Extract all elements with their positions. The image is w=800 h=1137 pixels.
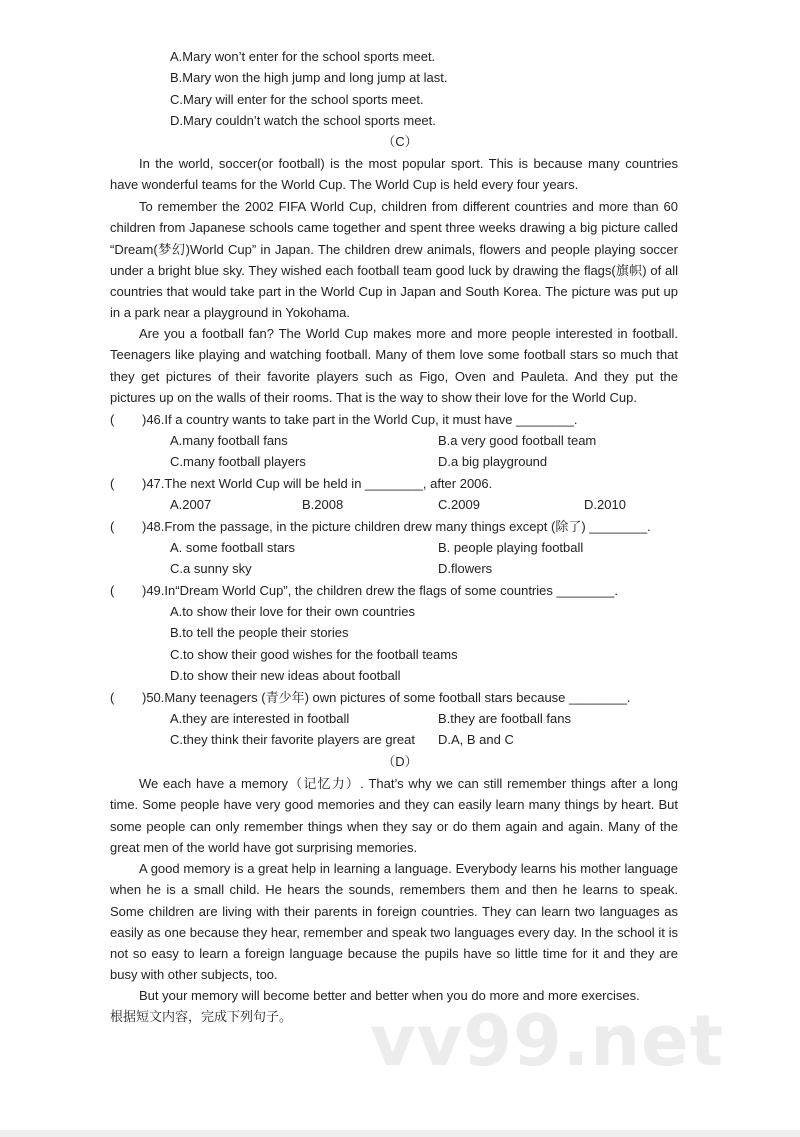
q48-option-d: D.flowers [438, 561, 493, 576]
question-47-stem: )47.The next World Cup will be held in ________, after 2006. [142, 476, 493, 491]
answer-paren[interactable]: ( [110, 412, 115, 427]
section-c-paragraph-3: Are you a football fan? The World Cup makes more and more people interested in football. Teenagers like playing and watching football. Many of them love some football stars so much that they get pictures of their favorite players such as Figo, Oven and Pauleta. And they put the pictures up on the walls of their rooms. That is the way to show their love for the World Cup. [110, 326, 678, 405]
answer-paren[interactable]: ( [110, 476, 115, 491]
q46-option-d: D.a big playground [438, 454, 548, 469]
answer-paren[interactable]: ( [110, 690, 115, 705]
q47-option-a: A.2007 [170, 497, 212, 512]
q48-option-b: B. people playing football [438, 540, 584, 555]
page-bottom-edge [0, 1130, 800, 1137]
q48-option-a: A. some football stars [170, 540, 295, 555]
q50-option-d: D.A, B and C [438, 732, 514, 747]
q47-option-c: C.2009 [438, 497, 480, 512]
section-d-instruction: 根据短文内容，完成下列句子。 [110, 1010, 293, 1025]
section-d-label: （D） [382, 754, 418, 769]
option-b-a: A.Mary won’t enter for the school sports meet. [170, 49, 436, 64]
section-d-paragraph-3: But your memory will become better and better when you do more and more exercises. [139, 988, 640, 1003]
q50-option-c: C.they think their favorite players are great [170, 732, 415, 747]
q49-option-c: C.to show their good wishes for the football teams [170, 647, 458, 662]
q49-option-b: B.to tell the people their stories [170, 625, 349, 640]
q49-option-d: D.to show their new ideas about football [170, 668, 401, 683]
question-48-stem: )48.From the passage, in the picture children drew many things except (除了) ________. [142, 519, 651, 534]
section-c-paragraph-1: In the world, soccer(or football) is the most popular sport. This is because many countries have wonderful teams for the World Cup. The World Cup is held every four years. [110, 156, 678, 193]
question-46-stem: )46.If a country wants to take part in the World Cup, it must have ________. [142, 412, 578, 427]
q47-option-b: B.2008 [302, 497, 344, 512]
option-b-c: C.Mary will enter for the school sports meet. [170, 92, 424, 107]
q50-option-a: A.they are interested in football [170, 711, 350, 726]
section-d-paragraph-2: A good memory is a great help in learning a language. Everybody learns his mother language when he is a small child. He hears the sounds, remembers them and then he learns to speak. Some children are living with their parents in foreign countries. They can learn two languages as easily as one because they hear, remember and speak two languages every day. In the school it is not so easy to learn a foreign language because the pupils have so little time for it and they are busy with other subjects, too. [110, 861, 678, 983]
question-50-stem: )50.Many teenagers (青少年) own pictures of some football stars because ________. [142, 690, 631, 705]
q50-option-b: B.they are football fans [438, 711, 571, 726]
q46-option-b: B.a very good football team [438, 433, 597, 448]
watermark-text: vv99.net [370, 1000, 725, 1082]
section-c-label: （C） [382, 134, 418, 149]
option-b-d: D.Mary couldn’t watch the school sports meet. [170, 113, 436, 128]
question-49-stem: )49.In“Dream World Cup”, the children drew the flags of some countries ________. [142, 583, 618, 598]
option-b-b: B.Mary won the high jump and long jump at last. [170, 70, 448, 85]
q48-option-c: C.a sunny sky [170, 561, 252, 576]
section-c-paragraph-2: To remember the 2002 FIFA World Cup, children from different countries and more than 60 children from Japanese schools came together and spent three weeks drawing a big picture called “Dream(梦幻)World Cup” in Japan. The children drew animals, flowers and people playing soccer under a bright blue sky. They wished each football team good luck by drawing the flags(旗帜) of all countries that would take part in the World Cup in Japan and South Korea. The picture was put up in a park near a playground in Yokohama. [110, 199, 678, 321]
answer-paren[interactable]: ( [110, 519, 115, 534]
q49-option-a: A.to show their love for their own countries [170, 604, 415, 619]
q46-option-a: A.many football fans [170, 433, 288, 448]
answer-paren[interactable]: ( [110, 583, 115, 598]
q46-option-c: C.many football players [170, 454, 306, 469]
section-d-paragraph-1: We each have a memory（记忆力）. That’s why we can still remember things after a long time. Some people have very good memories and they can easily learn many things by heart. But some people can only remember things when they say or do them again and again. Many of the great men of the world have got surprising memories. [110, 776, 678, 855]
q47-option-d: D.2010 [584, 497, 626, 512]
